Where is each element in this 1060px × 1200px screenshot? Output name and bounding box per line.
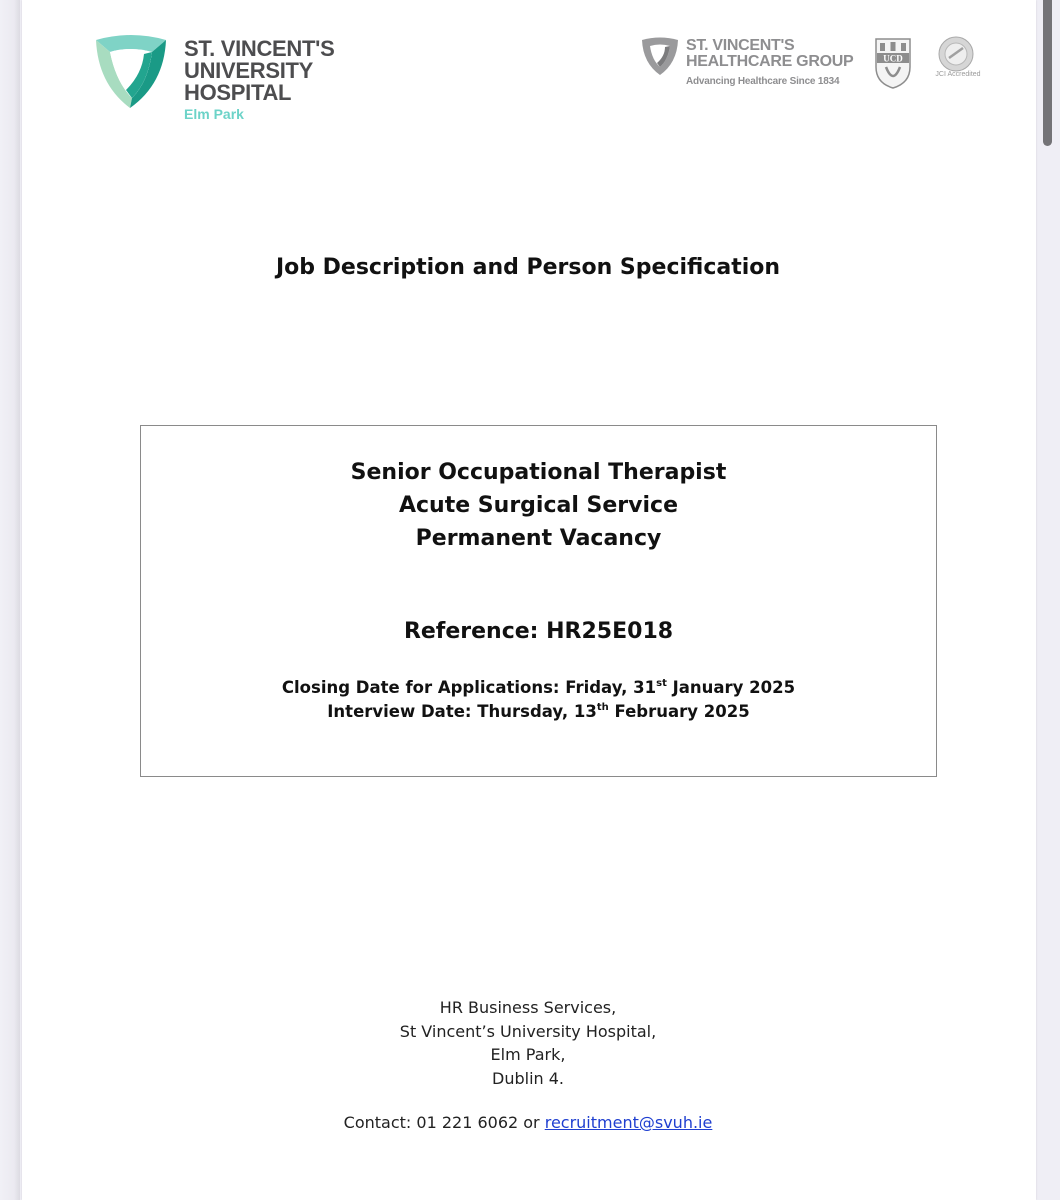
svhg-name-line1: ST. VINCENT'S [686, 37, 795, 54]
email-link[interactable]: recruitment@svuh.ie [544, 1113, 713, 1132]
jci-label: JCI Accredited [935, 71, 981, 78]
svuh-name-line2: UNIVERSITY HOSPITAL [184, 58, 313, 105]
scrollbar-thumb[interactable] [1043, 0, 1052, 146]
interview-date: Interview Date: Thursday, 13th February 2025 [327, 702, 750, 721]
ucd-label: UCD [883, 53, 903, 64]
address-line: Dublin 4. [492, 1068, 564, 1088]
address-block [0, 996, 1056, 1090]
svuh-logo [92, 32, 422, 122]
jci-accreditation-logo [934, 36, 982, 82]
address-line: HR Business Services, [439, 998, 617, 1017]
contact-line [0, 1113, 1056, 1132]
svhg-tagline: Advancing Healthcare Since 1834 [686, 76, 840, 87]
svuh-name-line1: ST. VINCENT'S [184, 36, 335, 61]
svhg-logo [640, 36, 860, 96]
vacancy-info-box [140, 425, 937, 777]
document-title: Job Description and Person Specification [275, 255, 781, 280]
address-line: Elm Park, [490, 1045, 566, 1064]
job-title: Senior Occupational Therapist [350, 460, 727, 485]
reference-number: Reference: HR25E018 [403, 619, 674, 644]
ucd-crest-icon [874, 37, 912, 89]
svhg-name-line2: HEALTHCARE GROUP [686, 53, 854, 70]
jci-seal-icon [938, 36, 974, 72]
svhg-shield-icon [640, 36, 680, 76]
svuh-subtitle: Elm Park [184, 106, 244, 122]
contact-phone-text: Contact: 01 221 6062 or [343, 1113, 545, 1132]
service-name: Acute Surgical Service [398, 493, 679, 518]
closing-date: Closing Date for Applications: Friday, 31st January 2025 [281, 678, 796, 697]
vacancy-type: Permanent Vacancy [415, 526, 662, 551]
svuh-shield-icon [92, 32, 170, 110]
address-line: St Vincent’s University Hospital, [399, 1021, 657, 1041]
